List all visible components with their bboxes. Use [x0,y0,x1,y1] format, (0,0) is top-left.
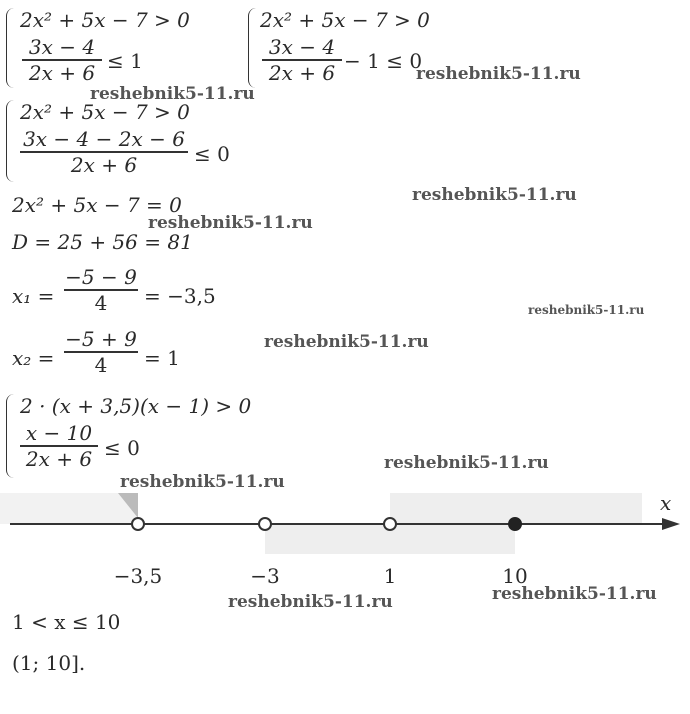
system-4-fraction [20,422,98,470]
axis-arrow-icon [662,518,680,530]
system-2-fraction [262,36,342,84]
system-1-tail: ≤ 1 [107,49,143,73]
system-4-brace [6,394,15,478]
watermark: reshebnik5-11.ru [264,332,429,352]
watermark: reshebnik5-11.ru [492,584,657,604]
watermark: reshebnik5-11.ru [412,185,577,205]
fraction-numerator: 3x − 4 [268,35,336,59]
shade-region-upper-left [0,493,138,524]
fraction-denominator: 4 [94,290,108,315]
root-2-rhs: = 1 [144,346,180,370]
tick-label-1: 1 [383,564,397,588]
root-1-fraction [64,266,138,314]
point-minus-3 [259,518,271,530]
system-1-brace [6,8,15,88]
point-1 [384,518,396,530]
watermark: reshebnik5-11.ru [148,213,313,233]
watermark: reshebnik5-11.ru [384,453,549,473]
system-2-brace [248,8,257,88]
watermark: reshebnik5-11.ru [416,64,581,84]
tick-label-10: 10 [502,564,528,588]
point-minus-3-5 [132,518,144,530]
axis-label: x [660,491,672,515]
tick-label-minus-3: −3 [250,564,280,588]
system-1-fraction [22,36,102,84]
system-4-tail: ≤ 0 [104,436,140,460]
watermark: reshebnik5-11.ru [228,592,393,612]
system-4 [6,394,276,478]
fraction-denominator: 2x + 6 [268,60,336,85]
fraction-numerator: −5 − 9 [65,265,137,289]
result-inequality: 1 < x ≤ 10 [12,610,121,634]
system-2-tail: − 1 ≤ 0 [344,49,423,73]
root-1-rhs: = −3,5 [144,284,216,308]
system-3 [6,100,246,182]
watermark: reshebnik5-11.ru [90,84,255,104]
answer: (1; 10]. [12,651,86,675]
system-3-fraction [20,128,188,176]
root-1-lhs: x₁ = [12,284,55,308]
fraction-numerator: −5 + 9 [65,327,137,351]
fraction-denominator: 2x + 6 [25,446,93,471]
tick-label-minus-3-5: −3,5 [113,564,163,588]
system-4-line-1: 2 · (x + 3,5)(x − 1) > 0 [20,394,252,418]
fraction-denominator: 2x + 6 [28,60,96,85]
fraction-numerator: x − 10 [25,421,93,445]
root-2-lhs: x₂ = [12,346,55,370]
fraction-denominator: 4 [94,352,108,377]
watermark: reshebnik5-11.ru [528,303,645,317]
fraction-numerator: 3x − 4 [28,35,96,59]
system-2-line-1: 2x² + 5x − 7 > 0 [260,8,430,32]
fraction-numerator: 3x − 4 − 2x − 6 [23,127,185,151]
point-10 [509,518,521,530]
quadratic-equation: 2x² + 5x − 7 = 0 [12,193,182,217]
discriminant: D = 25 + 56 = 81 [12,230,193,254]
root-2-fraction [64,328,138,376]
system-1 [6,8,190,88]
fraction-denominator: 2x + 6 [70,152,138,177]
system-1-line-1: 2x² + 5x − 7 > 0 [20,8,190,32]
watermark: reshebnik5-11.ru [120,472,285,492]
system-3-tail: ≤ 0 [194,142,230,166]
system-3-brace [6,100,15,182]
system-3-line-1: 2x² + 5x − 7 > 0 [20,100,190,124]
